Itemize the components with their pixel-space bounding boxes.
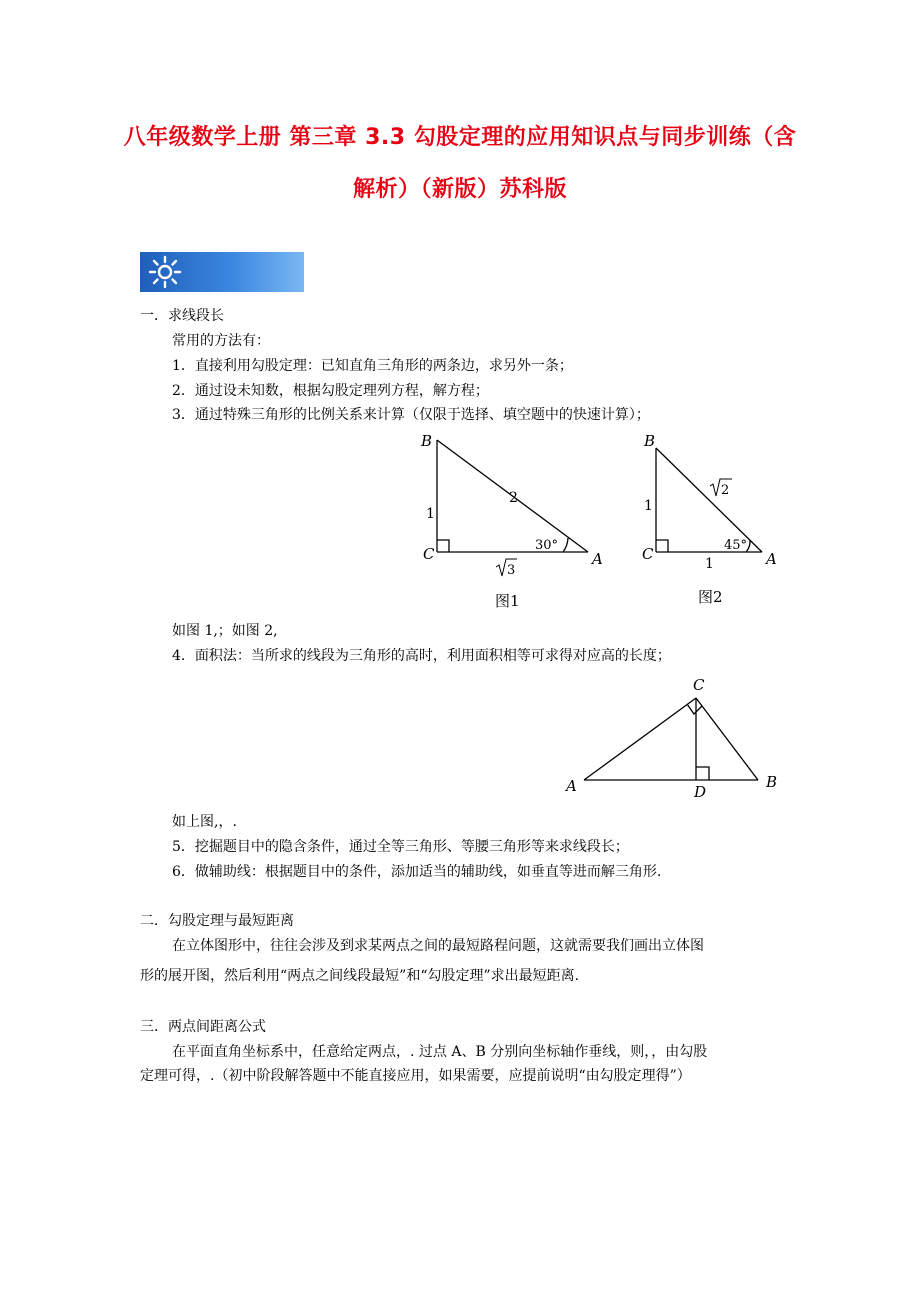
section-banner xyxy=(140,252,304,292)
fig1-vertex-a: A xyxy=(592,550,603,568)
figure3-note: 如上图,，. xyxy=(172,814,237,830)
section2-paragraph-line2: 形的展开图，然后利用“两点之间线段最短”和“勾股定理”求出最短距离. xyxy=(140,968,580,984)
fig3-vertex-d: D xyxy=(694,783,707,800)
figure-1-triangle-30 xyxy=(415,428,615,614)
fig2-vertex-c: C xyxy=(642,545,654,563)
method-item-3: 3．通过特殊三角形的比例关系来计算（仅限于选择、填空题中的快速计算）； xyxy=(172,407,650,423)
fig2-side-ca: 1 xyxy=(705,556,714,572)
fig1-side-ca: 3 xyxy=(507,563,516,578)
method-item-2: 2．通过设未知数，根据勾股定理列方程，解方程； xyxy=(172,383,489,399)
fig3-vertex-b: B xyxy=(766,773,778,791)
fig3-vertex-a: A xyxy=(566,777,577,795)
section3-heading: 三．两点间距离公式 xyxy=(140,1019,266,1035)
fig1-angle: 30° xyxy=(535,538,559,553)
method-item-1: 1．直接利用勾股定理：已知直角三角形的两条边，求另外一条； xyxy=(172,358,573,374)
figure-2-triangle-45 xyxy=(640,430,790,610)
doc-title-line1: 八年级数学上册 第三章 3.3 勾股定理的应用知识点与同步训练（含 xyxy=(123,125,797,150)
fig2-side-ab-sqrt xyxy=(710,479,732,498)
section2-heading: 二．勾股定理与最短距离 xyxy=(140,913,294,929)
fig1-side-ab: 2 xyxy=(509,490,518,506)
method-item-6: 6．做辅助线：根据题目中的条件，添加适当的辅助线，如垂直等进而解三角形. xyxy=(172,864,662,880)
fig2-caption: 图2 xyxy=(698,588,723,606)
doc-title-line2: 解析）（新版）苏科版 xyxy=(352,177,567,202)
fig2-side-ab: 2 xyxy=(721,483,730,498)
lightbulb-icon xyxy=(148,255,182,289)
section2-paragraph-line1: 在立体图形中，往往会涉及到求某两点之间的最短路程问题，这就需要我们画出立体图 xyxy=(172,938,704,954)
fig2-vertex-a: A xyxy=(766,550,777,568)
fig2-vertex-b: B xyxy=(644,432,656,450)
fig2-side-bc: 1 xyxy=(644,498,653,514)
fig1-vertex-c: C xyxy=(423,545,435,563)
fig1-side-ca-sqrt xyxy=(496,559,517,578)
fig1-caption: 图1 xyxy=(495,592,520,610)
method-item-5: 5．挖掘题目中的隐含条件，通过全等三角形、等腰三角形等来求线段长； xyxy=(172,839,629,855)
section3-paragraph-line2: 定理可得，.（初中阶段解答题中不能直接应用，如果需要，应提前说明“由勾股定理得”） xyxy=(140,1068,691,1084)
section1-intro: 常用的方法有： xyxy=(172,333,270,349)
fig2-angle: 45° xyxy=(724,538,748,553)
fig1-side-bc: 1 xyxy=(426,506,435,522)
figure-3-altitude-triangle xyxy=(560,670,790,800)
fig3-vertex-c: C xyxy=(693,676,705,694)
method-item-4: 4．面积法：当所求的线段为三角形的高时，利用面积相等可求得对应高的长度； xyxy=(172,648,671,664)
fig1-vertex-b: B xyxy=(421,432,433,450)
section1-heading: 一．求线段长 xyxy=(140,308,224,324)
section3-paragraph-line1: 在平面直角坐标系中，任意给定两点，. 过点 A、B 分别向坐标轴作垂线，则，，由勾股 xyxy=(172,1044,708,1060)
figure-note: 如图 1,；如图 2, xyxy=(172,623,278,639)
